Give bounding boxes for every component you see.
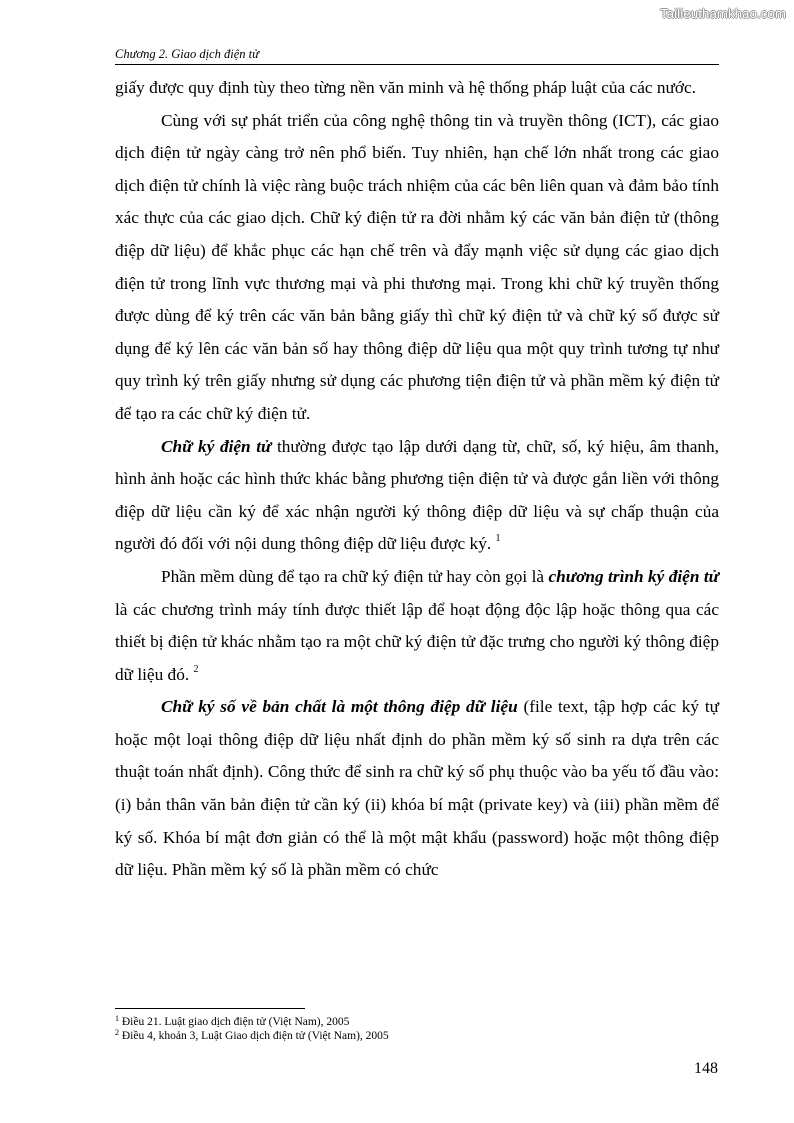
chapter-header: Chương 2. Giao dịch điện tử <box>115 47 719 65</box>
paragraph-5 <box>115 691 719 887</box>
footnote-ref-1[interactable]: 1 <box>495 533 501 545</box>
footnote-2-text: Điều 4, khoản 3, Luật Giao dịch điện tử (Việt Nam), 2005 <box>119 1030 389 1042</box>
page-number: 148 <box>694 1060 718 1077</box>
footnote-1-text: Điều 21. Luật giao dịch điện tử (Việt Nam), 2005 <box>119 1016 350 1028</box>
paragraph-2: Cùng với sự phát triển của công nghệ thông tin và truyền thông (ICT), các giao dịch điện tử ngày càng trở nên phổ biến. Tuy nhiên, hạn chế lớn nhất trong các giao dịch điện tử chính là việc ràng buộc trách nhiệm của các bên liên quan và đảm bảo tính xác thực của các giao dịch. Chữ ký điện tử ra đời nhằm ký các văn bản điện tử (thông điệp dữ liệu) để khắc phục các hạn chế trên và đẩy mạnh việc sử dụng các giao dịch điện tử trong lĩnh vực thương mại và phi thương mại. Trong khi chữ ký truyền thống được dùng để ký trên các văn bản bằng giấy thì chữ ký điện tử và chữ ký số được sử dụng để ký lên các văn bản số hay thông điệp dữ liệu qua một quy trình tương tự như quy trình ký trên giấy nhưng sử dụng các phương tiện điện tử và phần mềm ký điện tử để tạo ra các chữ ký điện tử. <box>115 110 719 423</box>
footnote-1-number: 1 <box>115 1014 119 1023</box>
footnote-divider <box>115 1008 305 1009</box>
footnote-2-number: 2 <box>115 1028 119 1037</box>
footnote-1 <box>115 1015 719 1029</box>
paragraph-4-text-b: là các chương trình máy tính được thiết lập để hoạt động độc lập hoặc thông qua các thiết bị điện tử khác nhằm tạo ra một chữ ký điện tử đặc trưng cho người ký thông điệp dữ liệu đó. <box>115 599 719 684</box>
footnote-ref-2[interactable]: 2 <box>193 663 199 675</box>
footnote-2 <box>115 1029 719 1043</box>
main-text <box>115 72 719 887</box>
footnotes <box>115 1015 719 1043</box>
watermark: Tailieuthamkhao.com <box>660 6 786 21</box>
term-signing-program: chương trình ký điện tử <box>548 566 719 586</box>
paragraph-3 <box>115 431 719 561</box>
paragraph-1: giấy được quy định tùy theo từng nền văn minh và hệ thống pháp luật của các nước. <box>115 78 696 97</box>
term-electronic-signature: Chữ ký điện tử <box>161 436 272 456</box>
paragraph-4 <box>115 561 719 691</box>
paragraph-5-text: (file text, tập hợp các ký tự hoặc một loại thông điệp dữ liệu nhất định do phần mềm ký số sinh ra dựa trên các thuật toán nhất định). Công thức để sinh ra chữ ký số phụ thuộc vào ba yếu tố đầu vào: (i) bản thân văn bản điện tử cần ký (ii) khóa bí mật (private key) và (iii) phần mềm để ký số. Khóa bí mật đơn giản có thể là một mật khẩu (password) hoặc một thông điệp dữ liệu. Phần mềm ký số là phần mềm có chức <box>115 697 719 880</box>
paragraph-4-text-a: Phần mềm dùng để tạo ra chữ ký điện tử hay còn gọi là <box>161 566 549 586</box>
paragraph-3-text: thường được tạo lập dưới dạng từ, chữ, số, ký hiệu, âm thanh, hình ảnh hoặc các hình thức khác bằng phương tiện điện tử và được gắn liền với thông điệp dữ liệu cần ký để xác nhận người ký thông điệp dữ liệu và sự chấp thuận của người đó đối với nội dung thông điệp dữ liệu được ký. <box>115 436 719 554</box>
term-digital-signature: Chữ ký số về bản chất là một thông điệp dữ liệu <box>161 697 518 717</box>
